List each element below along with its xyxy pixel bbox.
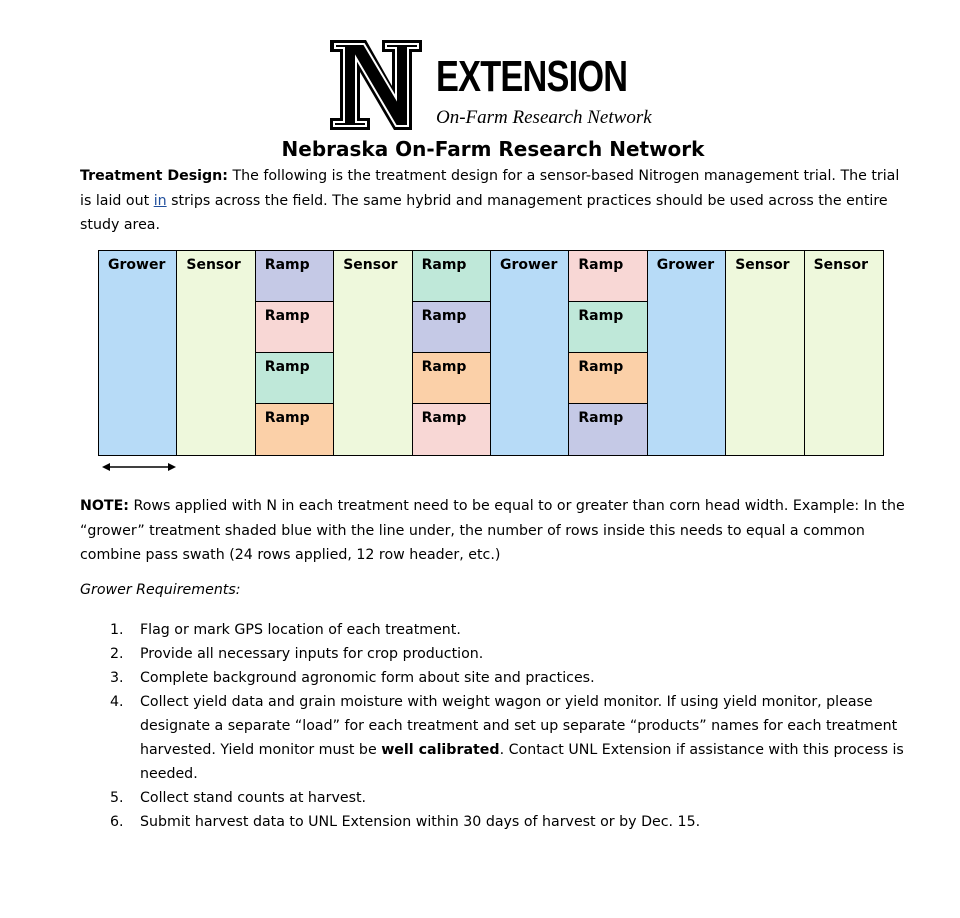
logo-wordmark: EXTENSION bbox=[436, 52, 628, 101]
treatment-cell: Grower bbox=[99, 251, 176, 455]
list-item-bold-text: well calibrated bbox=[381, 742, 500, 758]
grower-requirements-list bbox=[100, 618, 910, 834]
list-number: 4. bbox=[110, 694, 124, 710]
treatment-cell: Ramp bbox=[256, 404, 333, 455]
intro-text-1: The following is the treatment design for a sensor-based Nitrogen management trial. The trial is laid out bbox=[80, 168, 900, 209]
list-item-text: Complete background agronomic form about site and practices. bbox=[140, 670, 595, 686]
treatment-cell: Grower bbox=[648, 251, 725, 455]
treatment-column bbox=[413, 251, 491, 455]
treatment-design-label: Treatment Design: bbox=[80, 168, 228, 184]
treatment-cell: Ramp bbox=[413, 353, 490, 404]
logo-subtitle: On-Farm Research Network bbox=[436, 107, 652, 128]
list-number: 2. bbox=[110, 646, 124, 662]
intro-underlined-word: in bbox=[153, 192, 167, 209]
treatment-cell: Ramp bbox=[569, 302, 646, 353]
list-number: 5. bbox=[110, 790, 124, 806]
treatment-layout-grid bbox=[98, 250, 884, 456]
note-text: Rows applied with N in each treatment need to be equal to or greater than corn head width. Example: In the “grower” treatment shaded blue with the line under, the number of rows inside this needs to equal a common combine pass swath (24 rows applied, 12 row header, etc.) bbox=[80, 498, 905, 563]
treatment-column bbox=[805, 251, 883, 455]
treatment-column bbox=[569, 251, 647, 455]
list-item bbox=[100, 810, 910, 834]
list-item-text: Flag or mark GPS location of each treatment. bbox=[140, 622, 461, 638]
treatment-cell: Ramp bbox=[569, 251, 646, 302]
list-item-text: . Contact UNL Extension if assistance with this process is needed. bbox=[140, 742, 904, 782]
list-item bbox=[100, 642, 910, 666]
treatment-cell: Ramp bbox=[413, 251, 490, 302]
list-item bbox=[100, 786, 910, 810]
treatment-cell: Ramp bbox=[256, 251, 333, 302]
list-number: 6. bbox=[110, 814, 124, 830]
note-paragraph bbox=[80, 494, 910, 568]
treatment-cell: Ramp bbox=[256, 302, 333, 353]
swath-width-arrow-icon bbox=[100, 460, 178, 474]
treatment-column bbox=[177, 251, 255, 455]
treatment-column bbox=[726, 251, 804, 455]
list-item bbox=[100, 666, 910, 690]
treatment-column bbox=[648, 251, 726, 455]
treatment-cell: Sensor bbox=[177, 251, 254, 455]
list-number: 3. bbox=[110, 670, 124, 686]
treatment-cell: Ramp bbox=[413, 404, 490, 455]
treatment-column bbox=[99, 251, 177, 455]
treatment-column bbox=[334, 251, 412, 455]
intro-text-2: strips across the field. The same hybrid and management practices should be used across the entire study area. bbox=[80, 192, 888, 233]
list-item-text: Collect stand counts at harvest. bbox=[140, 790, 367, 806]
treatment-cell: Sensor bbox=[334, 251, 411, 455]
page-title: Nebraska On-Farm Research Network bbox=[281, 137, 705, 161]
treatment-cell: Ramp bbox=[569, 404, 646, 455]
treatment-column bbox=[256, 251, 334, 455]
treatment-design-paragraph bbox=[80, 164, 910, 238]
extension-logo bbox=[330, 40, 660, 132]
list-item-text: Submit harvest data to UNL Extension within 30 days of harvest or by Dec. 15. bbox=[140, 814, 701, 830]
list-number: 1. bbox=[110, 622, 124, 638]
treatment-cell: Ramp bbox=[569, 353, 646, 404]
list-item bbox=[100, 618, 910, 642]
treatment-cell: Ramp bbox=[413, 302, 490, 353]
treatment-cell: Ramp bbox=[256, 353, 333, 404]
grower-requirements-heading: Grower Requirements: bbox=[80, 582, 241, 598]
note-label: NOTE: bbox=[80, 498, 129, 514]
list-item bbox=[100, 690, 910, 786]
treatment-column bbox=[491, 251, 569, 455]
nebraska-n-logo-icon bbox=[330, 40, 422, 130]
list-item-text: Collect yield data and grain moisture with weight wagon or yield monitor. If using yield monitor, please designate a separate “load” for each treatment and set up separate “products” names for each treatment harvested. Yield monitor must be bbox=[140, 694, 898, 758]
treatment-cell: Sensor bbox=[726, 251, 803, 455]
list-item-text: Provide all necessary inputs for crop production. bbox=[140, 646, 484, 662]
treatment-cell: Sensor bbox=[805, 251, 883, 455]
treatment-cell: Grower bbox=[491, 251, 568, 455]
